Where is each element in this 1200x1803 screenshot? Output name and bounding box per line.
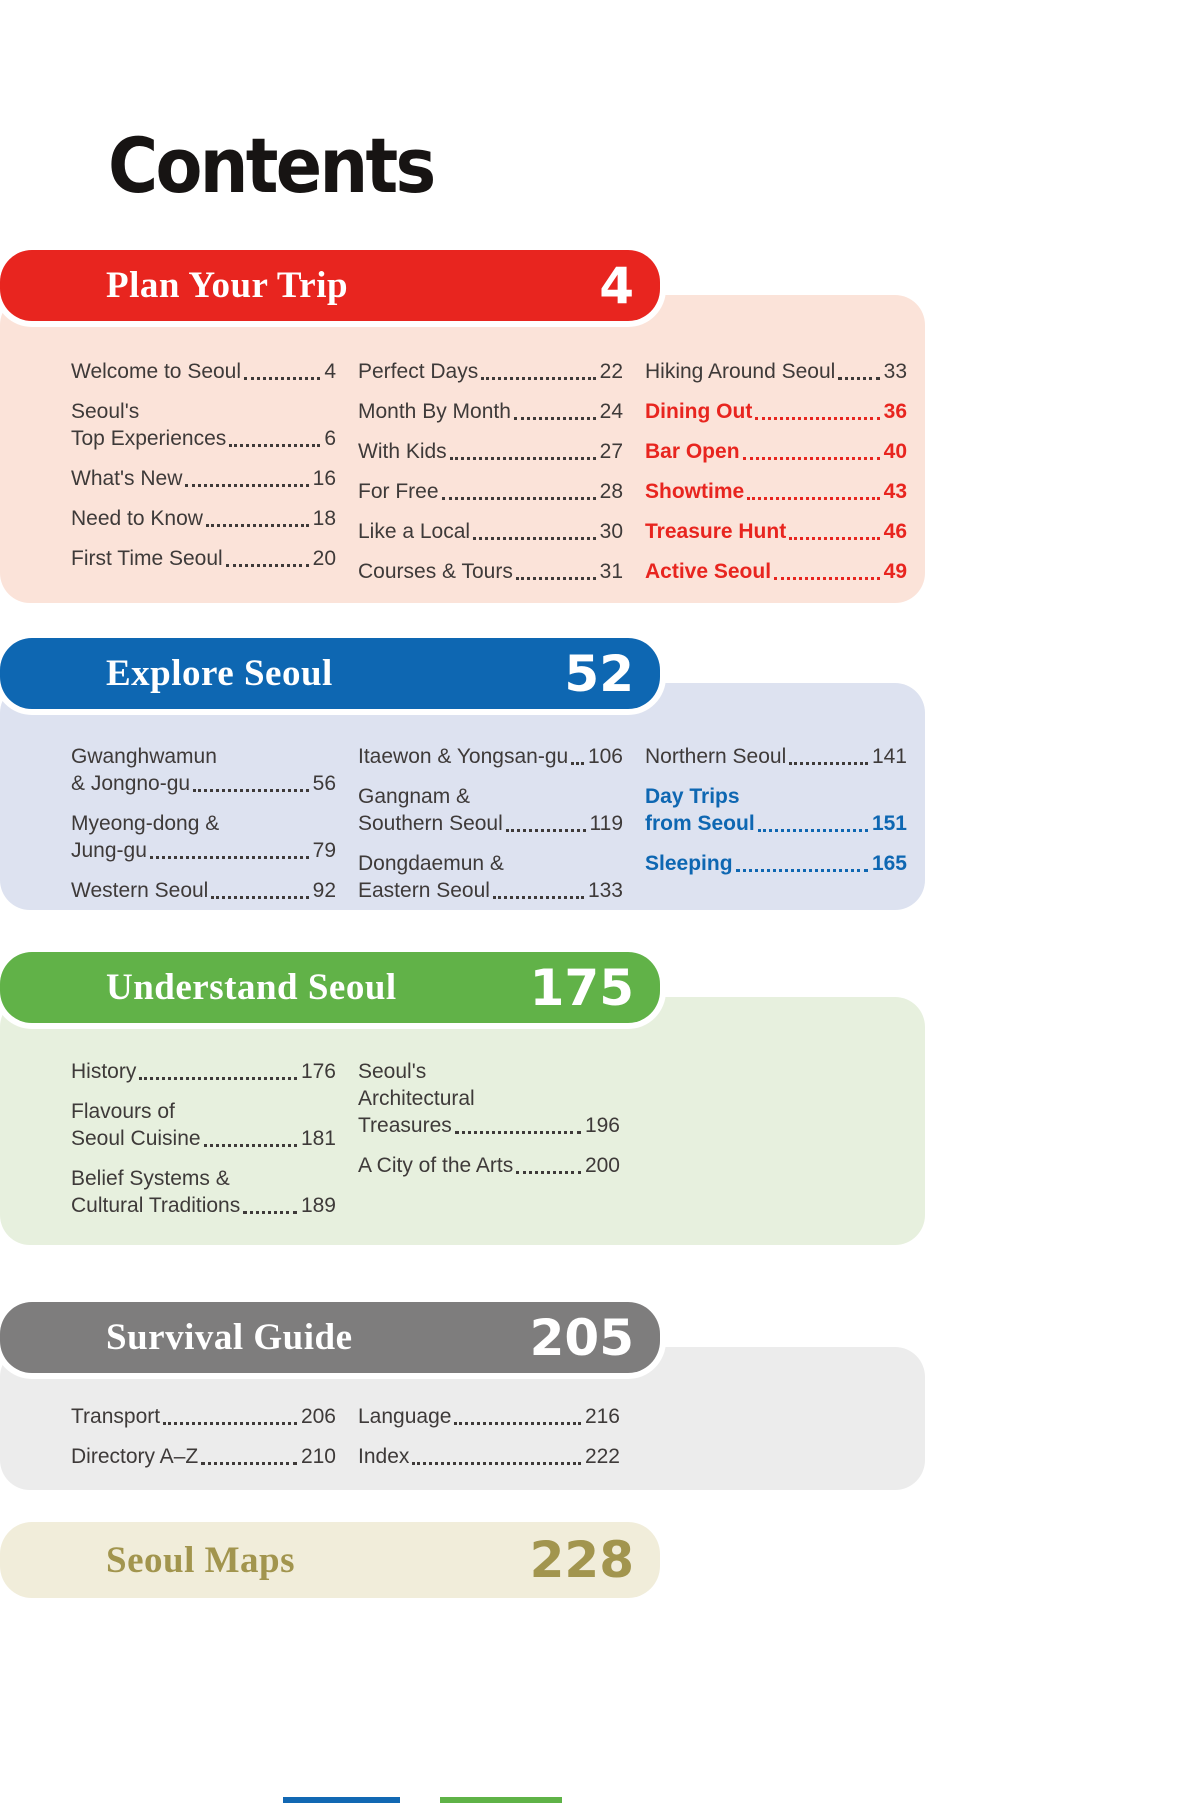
- dot-leader: [193, 789, 309, 792]
- toc-entry[interactable]: [358, 743, 623, 770]
- toc-entry-page: 92: [312, 879, 336, 902]
- dot-leader: [150, 856, 309, 859]
- dot-leader: [758, 829, 868, 832]
- toc-entry-row: [71, 465, 336, 492]
- toc-entry-label: Treasures: [358, 1114, 452, 1137]
- section-seoul-maps: [0, 1522, 660, 1598]
- toc-entry[interactable]: [645, 478, 907, 505]
- toc-entry-line: Myeong-dong &: [71, 812, 220, 835]
- toc-entry-page: 210: [300, 1445, 336, 1468]
- section-title: Survival Guide: [106, 1317, 353, 1358]
- toc-entry-page: 206: [300, 1405, 336, 1428]
- toc-entry-line: Belief Systems &: [71, 1167, 230, 1190]
- dot-leader: [229, 444, 320, 447]
- toc-entry-line: Gwanghwamun: [71, 745, 217, 768]
- toc-entry-label: Courses & Tours: [358, 560, 513, 583]
- toc-entry-row: [71, 1403, 336, 1430]
- toc-entry[interactable]: [71, 1443, 336, 1470]
- toc-entry-row: [645, 398, 907, 425]
- toc-entry-row: [358, 558, 623, 585]
- toc-entry[interactable]: [71, 810, 336, 864]
- toc-entry-page: 49: [883, 560, 907, 583]
- toc-entry-page: 119: [589, 812, 623, 835]
- dot-leader: [139, 1077, 297, 1080]
- dot-leader: [412, 1462, 581, 1465]
- toc-entry-page: 176: [300, 1060, 336, 1083]
- toc-entry-page: 31: [599, 560, 623, 583]
- dot-leader: [571, 762, 584, 765]
- dot-leader: [838, 377, 879, 380]
- toc-entry-page: 189: [300, 1194, 336, 1217]
- toc-entry-page: 30: [599, 520, 623, 543]
- toc-entry-page: 18: [312, 507, 336, 530]
- section-page-number: 228: [529, 1531, 634, 1589]
- toc-entry-row: [358, 478, 623, 505]
- toc-entry-row: [645, 558, 907, 585]
- toc-entry-label: Hiking Around Seoul: [645, 360, 836, 383]
- toc-entry-page: 24: [599, 400, 623, 423]
- toc-entry-row: [71, 505, 336, 532]
- dot-leader: [481, 377, 595, 380]
- section-entries: [0, 997, 925, 1248]
- section-page-number: 4: [599, 256, 634, 315]
- toc-entry-label: With Kids: [358, 440, 447, 463]
- toc-entry-page: 222: [584, 1445, 620, 1468]
- toc-entry-row: [71, 837, 336, 864]
- toc-entry-label: Need to Know: [71, 507, 203, 530]
- toc-entry[interactable]: [71, 1098, 336, 1152]
- toc-entry-page: 79: [312, 839, 336, 862]
- toc-entry-label: Sleeping: [645, 852, 733, 875]
- toc-entry-label: Dining Out: [645, 400, 753, 423]
- section-entries: [0, 683, 925, 933]
- section-entries: [0, 295, 925, 614]
- toc-entry-row: [645, 850, 907, 877]
- toc-entry-label: Northern Seoul: [645, 745, 787, 768]
- toc-column: [358, 1058, 620, 1232]
- toc-entry-row: [645, 478, 907, 505]
- section-header-seoul-maps[interactable]: [0, 1522, 660, 1598]
- toc-entry[interactable]: [358, 1403, 620, 1430]
- toc-entry[interactable]: [358, 438, 623, 465]
- toc-entry-row: [358, 877, 623, 904]
- dot-leader: [243, 1211, 297, 1214]
- toc-entry-page: 133: [587, 879, 623, 902]
- section-title: Plan Your Trip: [106, 265, 349, 306]
- dot-leader: [493, 896, 584, 899]
- toc-entry-page: 196: [584, 1114, 620, 1137]
- toc-entry-page: 141: [871, 745, 907, 768]
- toc-entry[interactable]: [358, 478, 623, 505]
- toc-entry-page: 16: [312, 467, 336, 490]
- toc-entry-page: 43: [883, 480, 907, 503]
- toc-entry-label: Eastern Seoul: [358, 879, 490, 902]
- dot-leader: [473, 537, 596, 540]
- toc-entry[interactable]: [71, 877, 336, 904]
- toc-entry[interactable]: [71, 398, 336, 452]
- toc-entry-line: Seoul's: [358, 1060, 427, 1083]
- toc-entry-label: Top Experiences: [71, 427, 227, 450]
- toc-entry[interactable]: [358, 518, 623, 545]
- toc-entry-label: Like a Local: [358, 520, 471, 543]
- toc-entry-row: [358, 810, 623, 837]
- toc-entry-row: [645, 358, 907, 385]
- toc-entry-row: [358, 1443, 620, 1470]
- toc-entry-page: 40: [883, 440, 907, 463]
- toc-entry-row: [71, 545, 336, 572]
- toc-entry-row: [71, 1058, 336, 1085]
- toc-entry[interactable]: [71, 743, 336, 797]
- toc-entry-label: Directory A–Z: [71, 1445, 199, 1468]
- dot-leader: [514, 417, 596, 420]
- toc-entry-row: [71, 770, 336, 797]
- toc-entry-page: 151: [871, 812, 907, 835]
- toc-entry-label: Transport: [71, 1405, 161, 1428]
- toc-entry-label: History: [71, 1060, 137, 1083]
- toc-entry[interactable]: [358, 1443, 620, 1470]
- toc-entry[interactable]: [358, 1152, 620, 1179]
- toc-entry-row: [358, 1403, 620, 1430]
- toc-entry[interactable]: [645, 558, 907, 585]
- dot-leader: [226, 564, 309, 567]
- toc-entry-label: What's New: [71, 467, 183, 490]
- toc-entry-row: [645, 810, 907, 837]
- toc-entry-line: Dongdaemun &: [358, 852, 504, 875]
- toc-entry-line: Architectural: [358, 1087, 475, 1110]
- section-explore-seoul: [0, 644, 925, 910]
- toc-column: [71, 1403, 336, 1483]
- toc-column: [645, 358, 907, 598]
- toc-entry-row: [71, 358, 336, 385]
- toc-entry[interactable]: [645, 438, 907, 465]
- section-header-explore-seoul[interactable]: [0, 638, 660, 709]
- toc-entry-line: Gangnam &: [358, 785, 471, 808]
- toc-entry-row: [358, 1152, 620, 1179]
- toc-entry-row: [645, 518, 907, 545]
- toc-column: [71, 358, 336, 598]
- blue-edge-tab: [283, 1797, 400, 1803]
- toc-entry-row: [358, 398, 623, 425]
- toc-entry-row: [358, 518, 623, 545]
- toc-entry-label: from Seoul: [645, 812, 755, 835]
- dot-leader: [454, 1422, 581, 1425]
- dot-leader: [506, 829, 586, 832]
- toc-entry-label: Welcome to Seoul: [71, 360, 242, 383]
- toc-column: [645, 743, 907, 917]
- toc-entry-row: [645, 438, 907, 465]
- toc-entry[interactable]: [358, 1058, 620, 1139]
- toc-entry-page: 36: [883, 400, 907, 423]
- toc-entry-page: 28: [599, 480, 623, 503]
- toc-entry-row: [71, 1443, 336, 1470]
- toc-entry-label: Western Seoul: [71, 879, 209, 902]
- toc-entry-label: Index: [358, 1445, 410, 1468]
- toc-entry-label: For Free: [358, 480, 439, 503]
- section-page-number: 175: [529, 958, 634, 1017]
- section-page-number: 205: [529, 1308, 634, 1367]
- dot-leader: [163, 1422, 297, 1425]
- toc-entry-page: 20: [312, 547, 336, 570]
- toc-entry-label: Perfect Days: [358, 360, 479, 383]
- section-header-understand-seoul[interactable]: [0, 952, 660, 1023]
- dot-leader: [450, 457, 596, 460]
- dot-leader: [747, 497, 879, 500]
- toc-entry[interactable]: [358, 850, 623, 904]
- toc-entry[interactable]: [358, 358, 623, 385]
- dot-leader: [455, 1131, 581, 1134]
- toc-entry-row: [645, 743, 907, 770]
- dot-leader: [743, 457, 880, 460]
- toc-entry[interactable]: [645, 783, 907, 837]
- toc-entry[interactable]: [71, 545, 336, 572]
- toc-entry[interactable]: [358, 398, 623, 425]
- dot-leader: [516, 577, 596, 580]
- dot-leader: [201, 1462, 297, 1465]
- section-page-number: 52: [564, 644, 634, 703]
- toc-entry-page: 56: [312, 772, 336, 795]
- section-title: Explore Seoul: [106, 653, 333, 694]
- dot-leader: [204, 1144, 297, 1147]
- toc-entry-row: [71, 425, 336, 452]
- toc-entry[interactable]: [71, 358, 336, 385]
- toc-entry-page: 216: [584, 1405, 620, 1428]
- toc-entry-line: Flavours of: [71, 1100, 175, 1123]
- toc-entry[interactable]: [71, 505, 336, 532]
- toc-column: [358, 1403, 620, 1483]
- toc-entry-page: 200: [584, 1154, 620, 1177]
- dot-leader: [206, 524, 309, 527]
- toc-entry[interactable]: [645, 743, 907, 770]
- toc-entry-label: Jung-gu: [71, 839, 147, 862]
- section-understand-seoul: [0, 958, 925, 1245]
- green-edge-tab: [440, 1797, 562, 1803]
- toc-entry[interactable]: [645, 850, 907, 877]
- dot-leader: [789, 762, 868, 765]
- toc-entry[interactable]: [645, 518, 907, 545]
- section-title: Seoul Maps: [106, 1539, 296, 1581]
- toc-entry-row: [71, 1125, 336, 1152]
- toc-entry-label: First Time Seoul: [71, 547, 223, 570]
- dot-leader: [736, 869, 868, 872]
- toc-entry-label: Showtime: [645, 480, 745, 503]
- toc-entry-page: 22: [599, 360, 623, 383]
- toc-entry-page: 106: [587, 745, 623, 768]
- toc-entry-page: 165: [871, 852, 907, 875]
- toc-entry-label: Southern Seoul: [358, 812, 503, 835]
- toc-entry-row: [358, 743, 623, 770]
- toc-column: [358, 743, 623, 917]
- toc-entry-page: 6: [324, 427, 336, 450]
- toc-entry-row: [358, 358, 623, 385]
- page-title: Contents: [108, 121, 434, 210]
- toc-entry[interactable]: [71, 1058, 336, 1085]
- toc-entry-label: A City of the Arts: [358, 1154, 514, 1177]
- toc-entry-label: Language: [358, 1405, 452, 1428]
- toc-entry[interactable]: [358, 558, 623, 585]
- toc-entry-page: 27: [599, 440, 623, 463]
- toc-entry-label: Seoul Cuisine: [71, 1127, 201, 1150]
- dot-leader: [211, 896, 308, 899]
- toc-entry-row: [358, 438, 623, 465]
- toc-entry-row: [71, 1192, 336, 1219]
- toc-column: [71, 1058, 336, 1232]
- dot-leader: [442, 497, 596, 500]
- toc-entry-label: Bar Open: [645, 440, 740, 463]
- toc-entry-row: [71, 877, 336, 904]
- dot-leader: [755, 417, 879, 420]
- dot-leader: [789, 537, 879, 540]
- dot-leader: [516, 1171, 581, 1174]
- toc-entry-label: Itaewon & Yongsan-gu: [358, 745, 569, 768]
- toc-entry[interactable]: [71, 1403, 336, 1430]
- section-survival-guide: [0, 1308, 925, 1490]
- toc-entry-label: Active Seoul: [645, 560, 772, 583]
- section-title: Understand Seoul: [106, 967, 397, 1008]
- section-header-survival-guide[interactable]: [0, 1302, 660, 1373]
- toc-entry[interactable]: [358, 783, 623, 837]
- toc-entry-page: 4: [324, 360, 336, 383]
- toc-entry-line: Day Trips: [645, 785, 740, 808]
- toc-entry-page: 33: [883, 360, 907, 383]
- toc-entry-label: Treasure Hunt: [645, 520, 787, 543]
- toc-entry[interactable]: [71, 465, 336, 492]
- toc-entry[interactable]: [645, 398, 907, 425]
- toc-entry-label: Month By Month: [358, 400, 511, 423]
- section-plan-your-trip: [0, 256, 925, 603]
- toc-entry-page: 181: [300, 1127, 336, 1150]
- dot-leader: [774, 577, 880, 580]
- section-header-plan-your-trip[interactable]: [0, 250, 660, 321]
- toc-entry-label: Cultural Traditions: [71, 1194, 241, 1217]
- toc-entry-row: [358, 1112, 620, 1139]
- dot-leader: [244, 377, 320, 380]
- dot-leader: [185, 484, 308, 487]
- toc-column: [71, 743, 336, 917]
- toc-entry[interactable]: [645, 358, 907, 385]
- toc-entry-page: 46: [883, 520, 907, 543]
- toc-entry-label: & Jongno-gu: [71, 772, 191, 795]
- toc-entry[interactable]: [71, 1165, 336, 1219]
- toc-column: [358, 358, 623, 598]
- toc-entry-line: Seoul's: [71, 400, 140, 423]
